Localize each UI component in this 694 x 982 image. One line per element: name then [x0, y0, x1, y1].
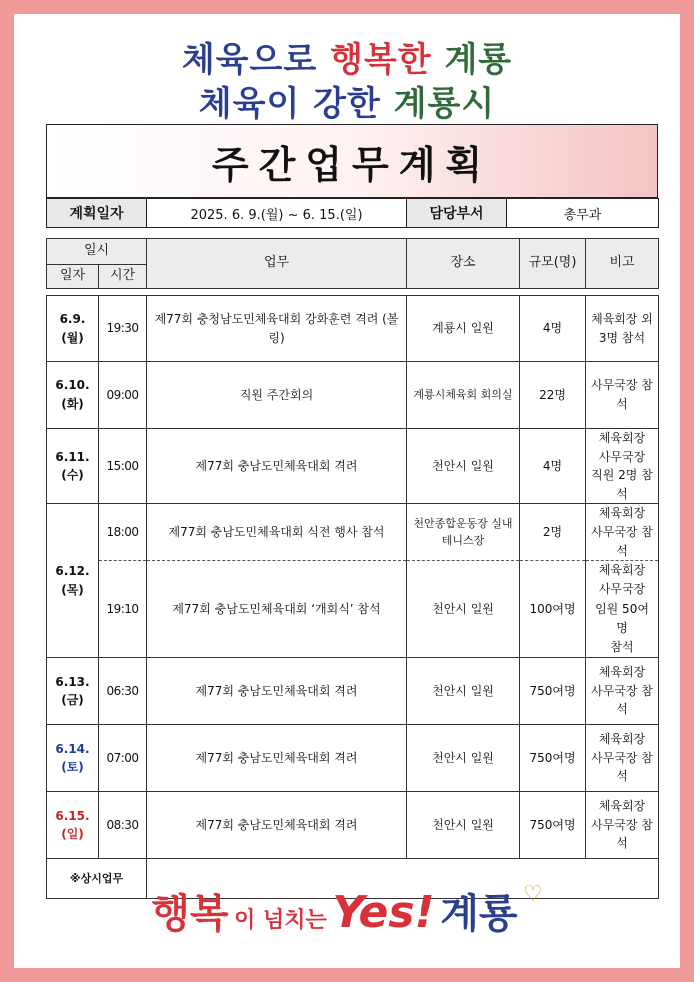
row-date: 6.12. (목): [47, 504, 99, 658]
row-place: 천안시 일원: [407, 792, 520, 859]
row-remark: 체육회장 사무국장 참석: [586, 725, 659, 792]
row-place: 계룡시체육회 회의실: [407, 362, 520, 429]
row-time: 19:30: [99, 296, 147, 362]
header-datetime: 일시: [47, 239, 147, 265]
row-time: 18:00: [99, 504, 147, 561]
heart-icon: ♡: [523, 882, 543, 907]
row-place: 계룡시 일원: [407, 296, 520, 362]
row-date: 6.9. (월): [47, 296, 99, 362]
row-date: 6.11. (수): [47, 429, 99, 504]
slogan-2a: 체육이 강한: [198, 84, 381, 124]
slogan-2b: 계룡시: [393, 84, 496, 124]
slogan-line-1: [0, 32, 694, 81]
slogan-1a: 체육으로: [181, 40, 318, 80]
table-row: [47, 725, 659, 792]
table-row: [47, 561, 659, 658]
table-row: [47, 362, 659, 429]
row-time: 07:00: [99, 725, 147, 792]
row-time: 15:00: [99, 429, 147, 504]
dept-label: 담당부서: [407, 199, 507, 228]
row-remark: 체육회장 사무국장 임원 50여명 참석: [586, 561, 659, 658]
row-scale: 4명: [520, 296, 586, 362]
schedule-table: [46, 238, 659, 899]
row-date: 6.14. (토): [47, 725, 99, 792]
row-scale: 22명: [520, 362, 586, 429]
header-time: 시간: [99, 265, 147, 289]
row-scale: 2명: [520, 504, 586, 561]
row-scale: 100여명: [520, 561, 586, 658]
row-place: 천안종합운동장 실내테니스장: [407, 504, 520, 561]
row-time: 08:30: [99, 792, 147, 859]
slogan-line-2: [0, 76, 694, 125]
row-scale: 4명: [520, 429, 586, 504]
row-remark: 체육회장 사무국장 참석: [586, 504, 659, 561]
row-place: 천안시 일원: [407, 658, 520, 725]
row-task: 직원 주간회의: [147, 362, 407, 429]
row-task: 제77회 충남도민체육대회 식전 행사 참석: [147, 504, 407, 561]
table-row: [47, 658, 659, 725]
row-task: 제77회 충남도민체육대회 격려: [147, 429, 407, 504]
row-time: 06:30: [99, 658, 147, 725]
row-date: 6.13. (금): [47, 658, 99, 725]
plan-date-value: 2025. 6. 9.(월) ~ 6. 15.(일): [147, 199, 407, 228]
row-place: 천안시 일원: [407, 561, 520, 658]
table-row: [47, 504, 659, 561]
row-scale: 750여명: [520, 658, 586, 725]
header-task: 업무: [147, 239, 407, 289]
row-scale: 750여명: [520, 792, 586, 859]
row-remark: 사무국장 참석: [586, 362, 659, 429]
row-time: 19:10: [99, 561, 147, 658]
bottom-slogan-b: 이 넘치는: [234, 908, 327, 933]
row-remark: 체육회장 사무국장 직원 2명 참석: [586, 429, 659, 504]
row-time: 09:00: [99, 362, 147, 429]
header-day: 일자: [47, 265, 99, 289]
row-date: 6.15. (일): [47, 792, 99, 859]
header-place: 장소: [407, 239, 520, 289]
row-task: 제77회 충남도민체육대회 ‘개회식’ 참석: [147, 561, 407, 658]
info-table: [46, 198, 659, 228]
bottom-slogan-logo: [0, 882, 694, 939]
row-remark: 체육회장 외 3명 참석: [586, 296, 659, 362]
row-remark: 체육회장 사무국장 참석: [586, 658, 659, 725]
row-remark: 체육회장 사무국장 참석: [586, 792, 659, 859]
bottom-slogan-d: 계룡: [440, 891, 518, 937]
header-remark: 비고: [586, 239, 659, 289]
table-row: [47, 296, 659, 362]
row-task: 제77회 충청남도민체육대회 강화훈련 격려 (볼링): [147, 296, 407, 362]
table-row: [47, 792, 659, 859]
dept-value: 총무과: [507, 199, 659, 228]
title-box: [46, 124, 658, 198]
header-scale: 규모(명): [520, 239, 586, 289]
row-place: 천안시 일원: [407, 429, 520, 504]
row-task: 제77회 충남도민체육대회 격려: [147, 792, 407, 859]
plan-date-label: 계획일자: [47, 199, 147, 228]
slogan-1b: 행복한: [330, 40, 432, 80]
row-scale: 750여명: [520, 725, 586, 792]
slogan-1c: 계룡: [444, 40, 513, 80]
ongoing-tasks-label: ※상시업무: [47, 859, 147, 899]
row-date: 6.10. (화): [47, 362, 99, 429]
row-task: 제77회 충남도민체육대회 격려: [147, 658, 407, 725]
row-place: 천안시 일원: [407, 725, 520, 792]
table-row: [47, 429, 659, 504]
page-title: 주간업무계획: [211, 142, 493, 187]
row-task: 제77회 충남도민체육대회 격려: [147, 725, 407, 792]
bottom-slogan-a: 행복: [151, 891, 229, 937]
bottom-slogan-c: Yes!: [332, 887, 435, 938]
